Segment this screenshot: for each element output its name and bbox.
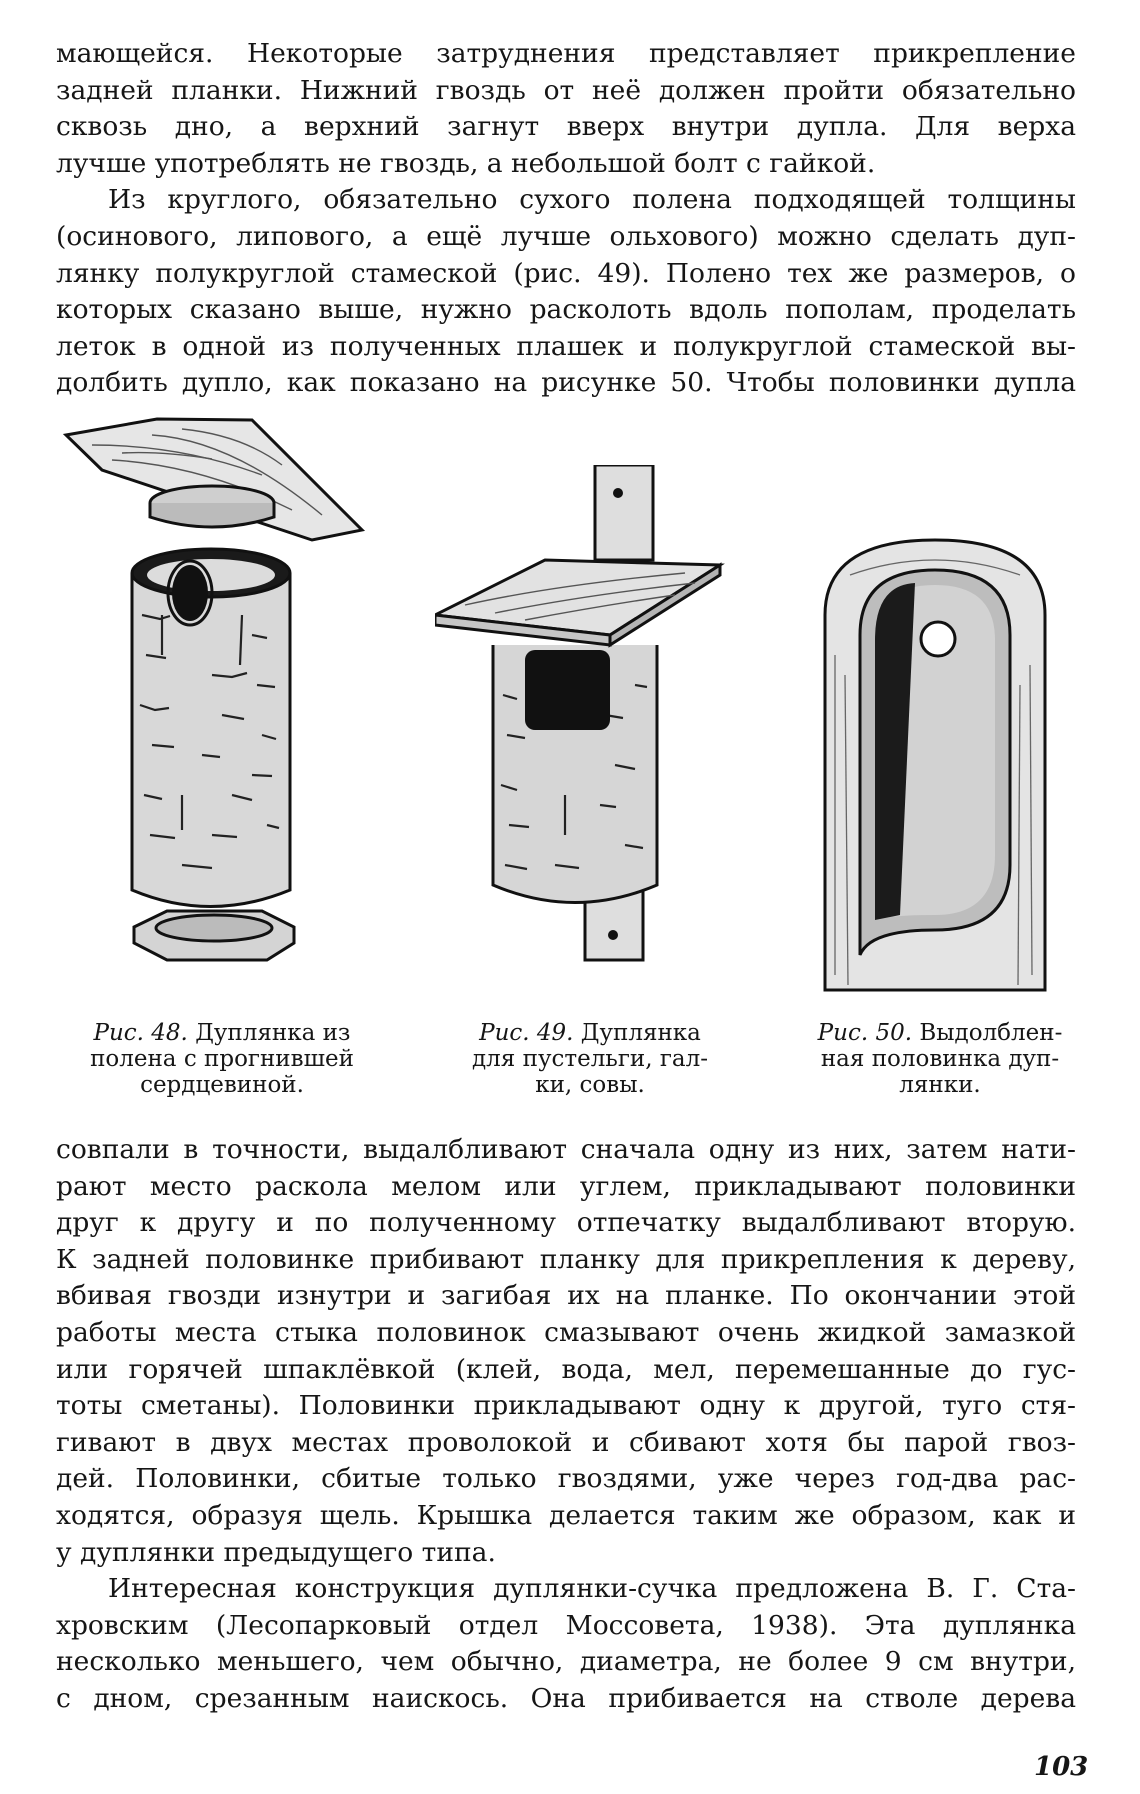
text-line: долбить дупло, как показано на рисунке 50. Чтобы половинки дупла [56,367,1076,399]
text-line: тоты сметаны). Половинки прикладывают одну к другой, туго стя- [56,1390,1076,1422]
text-line: дей. Половинки, сбитые только гвоздями, уже через год-два рас- [56,1463,1076,1495]
bottom-text-block [56,1132,1076,1718]
caption-text: Дуплянка [580,1020,701,1046]
text-line: или горячей шпаклёвкой (клей, вода, мел, перемешанные до гус- [56,1353,1076,1385]
caption-text: лянки. [899,1072,981,1098]
caption-text: полена с прогнившей [90,1046,354,1072]
figure-label: Рис. 50. [817,1020,913,1046]
caption-text: Дуплянка из [195,1020,351,1046]
text-line: лянку полукруглой стамеской (рис. 49). Полено тех же размеров, о [56,257,1076,289]
text-line: рают место раскола мелом или углем, прикладывают половинки [56,1170,1076,1202]
text-line: совпали в точности, выдалбливают сначала одну из них, затем нати- [56,1134,1076,1165]
text-line: которых сказано выше, нужно расколоть вдоль пополам, проделать [56,294,1076,326]
text-line: лучше употреблять не гвоздь, а небольшой болт с гайкой. [56,147,876,179]
text-line: (осинового, липового, а ещё лучше ольхового) можно сделать дуп- [56,220,1076,252]
caption-text: для пустельги, гал- [472,1046,708,1072]
text-line: мающейся. Некоторые затруднения представляет прикрепление [56,38,1076,69]
text-line: гивают в двух местах проволокой и сбивают хотя бы парой гвоз- [56,1426,1076,1458]
figure-label: Рис. 48. [93,1020,188,1046]
figure-49-caption [440,1020,740,1098]
figure-label: Рис. 49. [479,1020,574,1046]
caption-text: ки, совы. [535,1072,645,1098]
text-line: Интересная конструкция дуплянки-сучка предложена В. Г. Ста- [108,1573,1076,1605]
caption-text: Выдолблен- [919,1020,1063,1046]
text-line: задней планки. Нижний гвоздь от неё должен пройти обязательно [56,74,1076,106]
text-line: леток в одной из полученных плашек и полукруглой стамеской вы- [56,330,1076,362]
text-line: хровским (Лесопарковый отдел Моссовета, 1938). Эта дуплянка [56,1609,1076,1641]
text-line: вбивая гвозди изнутри и загибая их на планке. По окончании этой [56,1280,1076,1312]
text-line: несколько меньшего, чем обычно, диаметра, не более 9 см внутри, [56,1646,1076,1678]
figure-49-illustration [435,465,735,995]
figure-48-illustration [62,415,372,990]
figure-48-caption [52,1020,392,1098]
text-line: друг к другу и по полученному отпечатку выдалбливают вторую. [56,1207,1076,1239]
text-line: сквозь дно, а верхний загнут вверх внутри дупла. Для верха [56,111,1076,143]
text-line: К задней половинке прибивают планку для прикрепления к дереву, [56,1243,1076,1275]
text-line: Из круглого, обязательно сухого полена подходящей толщины [108,184,1076,216]
top-text-block [56,36,1076,402]
text-line: с дном, срезанным наискось. Она прибивается на стволе дерева [56,1682,1076,1714]
caption-text: ная половинка дуп- [820,1046,1060,1072]
page-number: 103 [1034,1752,1089,1782]
figure-50-illustration [820,535,1050,995]
figure-50-caption [790,1020,1090,1098]
text-line: у дуплянки предыдущего типа. [56,1536,496,1568]
text-line: работы места стыка половинок смазывают очень жидкой замазкой [56,1316,1076,1348]
caption-text: сердцевиной. [140,1072,304,1098]
text-line: ходятся, образуя щель. Крышка делается таким же образом, как и [56,1499,1076,1531]
